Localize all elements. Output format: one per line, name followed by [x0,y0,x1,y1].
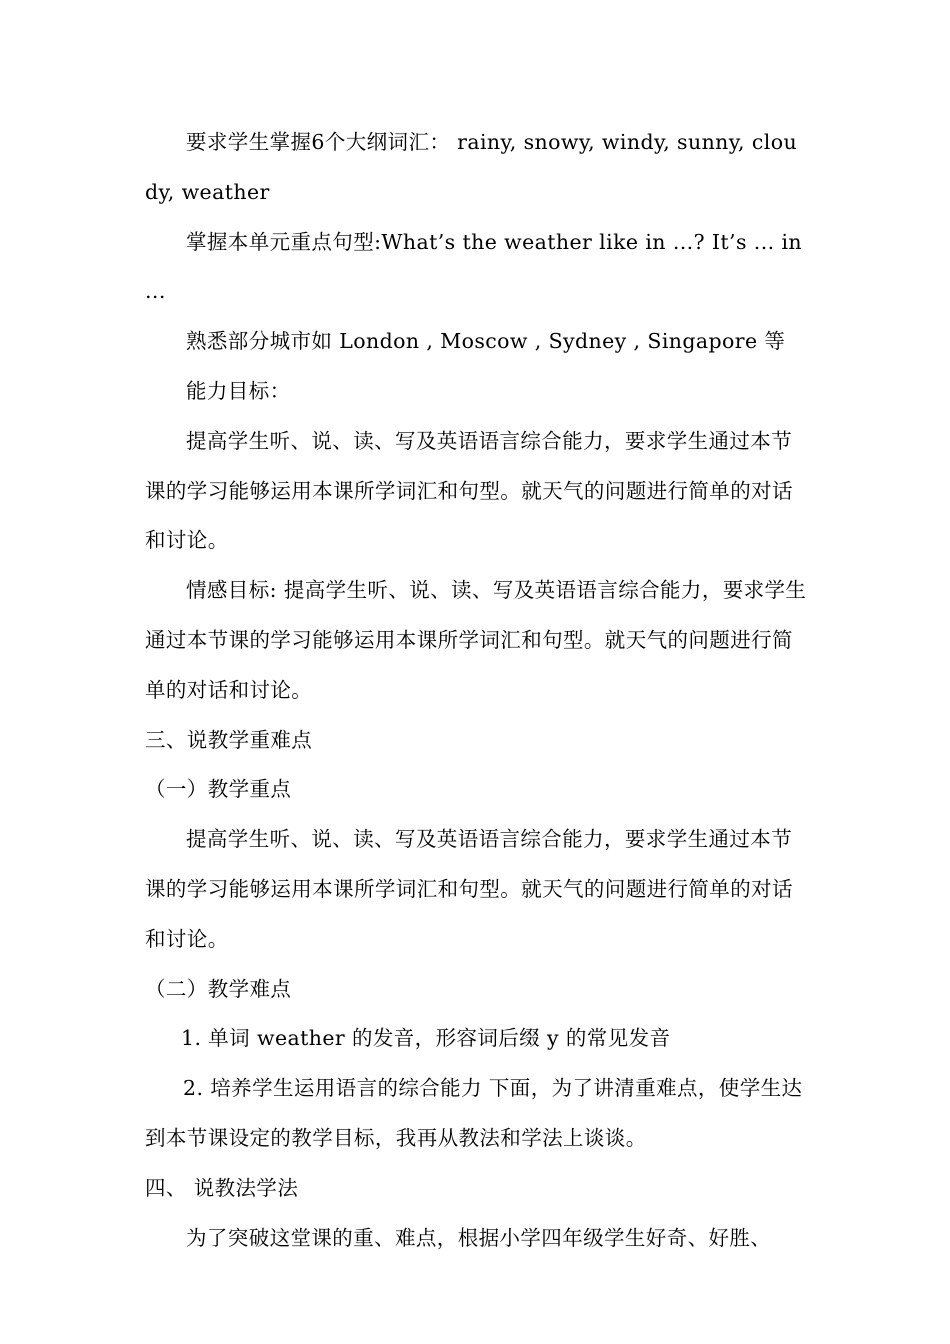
ability-goal-paragraph: 提高学生听、说、读、写及英语语言综合能力，要求学生通过本节课的学习能够运用本课所学词汇和句型。就天气的问题进行简单的对话和讨论。 [145,428,793,553]
section-four-heading: 四、 说教法学法 [145,1175,299,1200]
vocabulary-paragraph: 要求学生掌握6个大纲词汇： rainy, snowy, windy, sunny, cloudy, weather [145,130,798,204]
ability-goal-heading: 能力目标： [186,378,291,403]
emotion-goal-paragraph: 情感目标: 提高学生听、说、读、写及英语语言综合能力，要求学生通过本节课的学习能够运用本课所学词汇和句型。就天气的问题进行简单的对话和讨论。 [145,578,807,702]
section-three-heading: 三、说教学重难点 [145,727,313,752]
document-body [145,118,807,1263]
difficulty-item-2: 2. 培养学生运用语言的综合能力 下面，为了讲清重难点，使学生达到本节课设定的教学目标，我再从教法和学法上谈谈。 [145,1076,803,1150]
key-points-paragraph: 提高学生听、说、读、写及英语语言综合能力，要求学生通过本节课的学习能够运用本课所学词汇和句型。就天气的问题进行简单的对话和讨论。 [145,827,793,951]
difficulties-heading: （二）教学难点 [145,976,292,1001]
difficulty-item-1: 1. 单词 weather 的发音，形容词后缀 y 的常见发音 [181,1026,671,1051]
sentence-pattern-paragraph: 掌握本单元重点句型:What’s the weather like in ...? It’s ... in ... [145,229,802,304]
key-points-heading: （一）教学重点 [145,777,292,802]
methods-paragraph: 为了突破这堂课的重、难点，根据小学四年级学生好奇、好胜、 [186,1225,772,1250]
cities-paragraph: 熟悉部分城市如 London , Moscow , Sydney , Singapore 等 [186,329,786,354]
